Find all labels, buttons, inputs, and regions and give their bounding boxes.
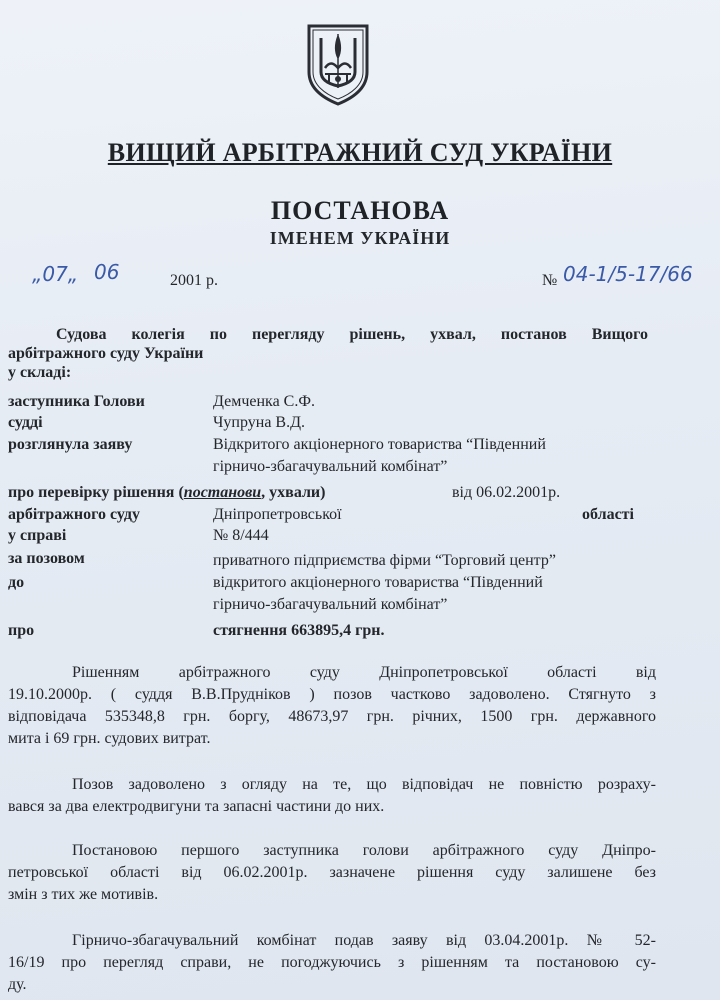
about-value: стягнення 663895,4 грн. [213,622,385,639]
review-label-emphasis: постанови [183,484,262,501]
about-label: про [8,622,35,639]
intro-line: Судова колегія по перегляду рішень, ухвал, постанов Вищого [56,326,648,343]
court-suffix: області [582,506,634,523]
body-line: вався за два електродвигуни та запасні частини до них. [8,798,385,815]
document-type-title: ПОСТАНОВА [270,196,450,225]
body-paragraph-1 [8,662,656,750]
body-line: петровської області від 06.02.2001р. зазначене рішення суду залишене без [8,864,656,881]
court-value: Дніпропетровської [213,506,342,523]
document-number-handwritten: 04-1/5-17/66 [563,262,693,286]
review-label-part: , ухвали) [261,484,326,501]
case-label: у справі [8,527,67,544]
claim-label: за позовом [8,550,85,567]
deputy-value: Демченка С.Ф. [213,393,315,410]
to-value: гірничо-збагачувальний комбінат” [213,596,448,613]
body-paragraph-3 [8,840,656,906]
body-line: змін з тих же мотивів. [8,886,159,903]
intro-line: арбітражного суду України [8,345,204,362]
court-label: арбітражного суду [8,506,140,523]
date-day-handwritten: „07„ [32,262,79,286]
body-line: 16/19 про перегляд справи, не погоджуючись з рішенням та постановою су- [8,954,656,971]
court-name-heading: ВИЩИЙ АРБІТРАЖНИЙ СУД УКРАЇНИ [107,138,613,167]
body-line: 19.10.2000р. ( суддя В.В.Прудніков ) позов частково задоволено. Стягнуто з [8,686,656,703]
considered-value: Відкритого акціонерного товариства “Південний [213,436,546,453]
claim-value: приватного підприємства фірми “Торговий центр” [213,552,556,569]
intro-block [8,325,648,382]
trident-coat-of-arms-icon [305,22,371,106]
case-value: № 8/444 [213,527,269,544]
body-line: мита і 69 грн. судових витрат. [8,730,211,747]
body-line: відповідача 535348,8 грн. боргу, 48673,97 грн. річних, 1500 грн. державного [8,708,656,725]
document-subtitle: ІМЕНЕМ УКРАЇНИ [269,228,451,248]
body-line: Позов задоволено з огляду на те, що відповідач не повністю розраху- [72,776,656,793]
review-date: від 06.02.2001р. [452,484,561,501]
to-label: до [8,574,25,591]
review-label-part: про перевірку рішення ( [8,484,184,501]
judges-label: судді [8,414,43,431]
considered-value: гірничо-збагачувальний комбінат” [213,458,448,475]
considered-label: розглянула заяву [8,436,133,453]
intro-line: у складі: [8,364,72,381]
date-year: 2001 р. [170,272,218,289]
judges-value: Чупруна В.Д. [213,414,305,431]
body-paragraph-4 [8,930,656,996]
review-label [8,484,325,502]
deputy-label: заступника Голови [8,393,145,410]
body-paragraph-2 [8,774,656,818]
document-number-prefix: № [542,272,558,289]
body-line: Рішенням арбітражного суду Дніпропетровської області від [72,664,656,681]
to-value: відкритого акціонерного товариства “Південний [213,574,543,591]
body-line: ду. [8,976,27,993]
body-line: Постановою першого заступника голови арбітражного суду Дніпро- [72,842,656,859]
date-month-handwritten: 06 [94,260,120,284]
body-line: Гірничо-збагачувальний комбінат подав заяву від 03.04.2001р. № 52- [72,932,656,949]
